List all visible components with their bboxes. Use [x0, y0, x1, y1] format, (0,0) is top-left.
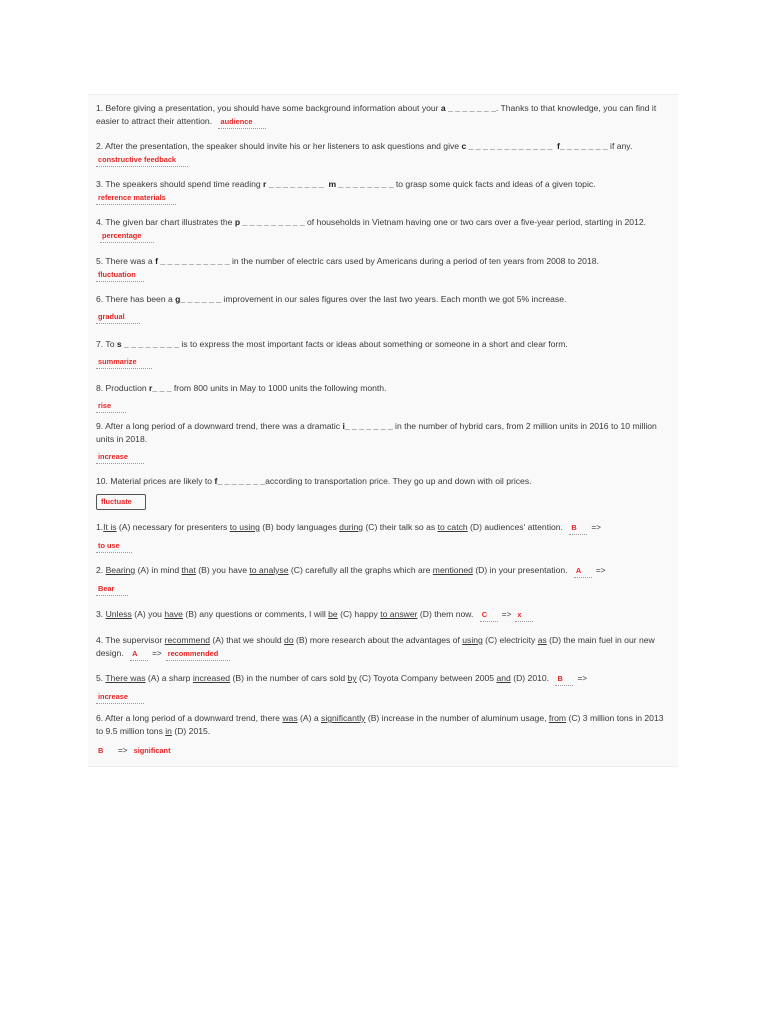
question-text: 4. The given bar chart illustrates the p _ _ _ _ _ _ _ _ _ of households in Vietnam having one or two cars over a five-year period, starting in 2012. [96, 217, 647, 227]
question-7 [88, 332, 678, 376]
question-text: 6. There has been a g_ _ _ _ _ _ improvement in our sales figures over the last two years. Each month we got 5% increase. [96, 294, 567, 304]
worksheet [88, 94, 678, 767]
answer-correction[interactable]: x [515, 610, 533, 622]
question-text: 10. Material prices are likely to f_ _ _ _ _ _ _according to transportation price. They go up and down with oil prices. [96, 476, 532, 486]
arrow-label: => [591, 523, 601, 532]
answer-field[interactable]: fluctuate [96, 494, 146, 510]
question-text: 1.It is (A) necessary for presenters to using (B) body languages during (C) their talk so as to catch (D) audiences' attention. [96, 522, 563, 532]
arrow-label: => [501, 610, 512, 619]
question-text: 2. Bearing (A) in mind that (B) you have to analyse (C) carefully all the graphs which are mentioned (D) in your presentation. [96, 565, 568, 575]
arrow-label: => [152, 649, 162, 658]
question-text: 3. Unless (A) you have (B) any questions or comments, I will be (C) happy to answer (D) them now. [96, 609, 474, 619]
answer-correction[interactable]: recommended [166, 649, 230, 661]
question-text: 7. To s _ _ _ _ _ _ _ _ is to express the most important facts or ideas about something or someone in a short and clear form. [96, 339, 568, 349]
question-4 [88, 210, 678, 249]
answer-letter[interactable]: B [569, 523, 587, 535]
answer-letter[interactable]: B [98, 746, 104, 755]
error-question-1 [88, 515, 678, 558]
error-question-3 [88, 602, 678, 628]
question-9 [88, 414, 678, 470]
question-text: 5. There was a f _ _ _ _ _ _ _ _ _ _ in the number of electric cars used by Americans during a period of ten years from 2008 to 2018. [96, 256, 599, 266]
question-3 [88, 172, 678, 210]
answer-field[interactable]: gradual [96, 312, 140, 324]
question-8 [88, 376, 678, 414]
answer-field[interactable]: rise [96, 401, 126, 413]
arrow-label: => [577, 674, 588, 683]
question-2 [88, 134, 678, 172]
answer-correction[interactable]: significant [133, 746, 171, 755]
error-question-5 [88, 666, 678, 706]
answer-correction[interactable]: increase [96, 692, 144, 704]
answer-field[interactable]: reference materials [96, 193, 176, 205]
answer-letter[interactable]: B [555, 674, 573, 686]
question-text: 4. The supervisor recommend (A) that we should do (B) more research about the advantages of using (C) electricity as (D) the main fuel in our new design. [96, 635, 658, 658]
answer-letter[interactable]: A [574, 566, 592, 578]
question-10 [88, 470, 678, 515]
question-text: 3. The speakers should spend time reading r _ _ _ _ _ _ _ _ m _ _ _ _ _ _ _ _ to grasp some quick facts and ideas of a given topic. [96, 179, 596, 189]
arrow-label: => [118, 746, 128, 755]
answer-field[interactable]: increase [96, 452, 144, 464]
question-1 [88, 95, 678, 134]
error-question-2 [88, 558, 678, 602]
answer-field[interactable]: constructive feedback [96, 155, 188, 167]
answer-field[interactable]: audience [218, 117, 266, 129]
question-text: 9. After a long period of a downward trend, there was a dramatic i_ _ _ _ _ _ _ in the number of hybrid cars, from 2 million units in 2016 to 10 million units in 2018. [96, 421, 660, 444]
error-question-4 [88, 628, 678, 666]
answer-field[interactable]: summarize [96, 357, 152, 369]
question-6 [88, 288, 678, 332]
answer-field[interactable]: percentage [100, 231, 154, 243]
question-text: 1. Before giving a presentation, you should have some background information about your a _ _ _ _ _ _ _. Thanks to that knowledge, you can find it easier to attract their attention. [96, 103, 659, 126]
answer-correction[interactable]: to use [96, 541, 132, 553]
answer-letter[interactable]: A [130, 649, 148, 661]
answer-correction[interactable]: Bear [96, 584, 128, 596]
answer-letter[interactable]: C [480, 610, 498, 622]
answer-field[interactable]: fluctuation [96, 270, 144, 282]
error-question-6 [88, 706, 678, 766]
question-text: 5. There was (A) a sharp increased (B) in the number of cars sold by (C) Toyota Company between 2005 and (D) 2010. [96, 673, 550, 683]
question-text: 8. Production r_ _ _ from 800 units in May to 1000 units the following month. [96, 383, 387, 393]
question-text: 2. After the presentation, the speaker should invite his or her listeners to ask questions and give c _ _ _ _ _ _ _ _ _ _ _ _ f_ _ _ _ _ _ _ if any. [96, 141, 633, 151]
arrow-label: => [595, 566, 606, 575]
question-5 [88, 249, 678, 288]
question-text: 6. After a long period of a downward trend, there was (A) a significantly (B) increase in the number of aluminum usage, from (C) 3 million tons in 2013 to 9.5 million tons in (D) 2015. [96, 713, 666, 736]
